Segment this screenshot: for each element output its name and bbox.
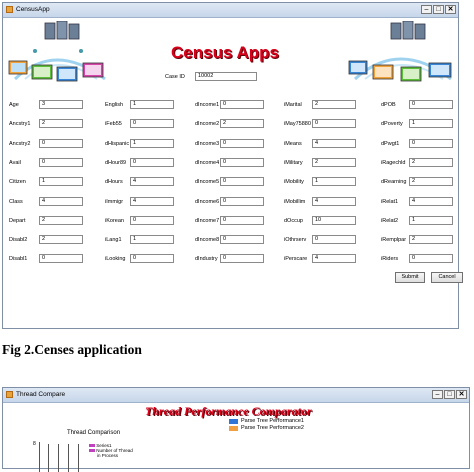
app-title: Census Apps [171, 43, 280, 62]
cancel-button[interactable]: Cancel [431, 272, 463, 283]
field-label: iMeans [284, 141, 302, 147]
field-label: Avail [9, 160, 21, 166]
field-input[interactable]: 0 [312, 235, 356, 244]
close-button[interactable]: ✕ [445, 5, 456, 14]
window-title-2: Thread Compare [16, 391, 66, 398]
field-input[interactable]: 4 [130, 177, 174, 186]
field-input[interactable]: 0 [220, 197, 264, 206]
field-input[interactable]: 0 [39, 158, 83, 167]
field-input[interactable]: 0 [130, 254, 174, 263]
field-input[interactable]: 0 [220, 158, 264, 167]
field-input[interactable]: 0 [409, 139, 453, 148]
legend-swatch [229, 426, 238, 431]
case-id-input[interactable]: 10002 [195, 72, 257, 81]
field-input[interactable]: 2 [39, 216, 83, 225]
field-label: dHispanic [105, 141, 130, 147]
field-label: iLooking [105, 256, 126, 262]
field-input[interactable]: 4 [130, 197, 174, 206]
field-label: iMobillim [284, 199, 306, 205]
field-label: iRelat2 [381, 218, 399, 224]
field-input[interactable]: 0 [39, 254, 83, 263]
field-input[interactable]: 4 [312, 139, 356, 148]
field-label: iImmigr [105, 199, 124, 205]
field-label: iRemplpar [381, 237, 407, 243]
field-input[interactable]: 0 [220, 235, 264, 244]
field-input[interactable]: 3 [39, 100, 83, 109]
close-button-2[interactable]: ✕ [456, 390, 467, 399]
gridline [58, 444, 59, 472]
legend-entry [89, 453, 133, 458]
window-title: CensusApp [16, 6, 50, 13]
window-controls [421, 5, 456, 14]
gridline [78, 444, 79, 472]
field-input[interactable]: 1 [39, 177, 83, 186]
field-input[interactable]: 0 [130, 216, 174, 225]
title-bar-2 [3, 388, 469, 403]
field-label: Ancstry2 [9, 141, 31, 147]
field-label: dRearning [381, 179, 407, 185]
field-label: dIncome2 [195, 121, 220, 127]
chart-title: Thread Comparison [67, 430, 121, 436]
field-input[interactable]: 0 [220, 139, 264, 148]
field-label: iLang1 [105, 237, 122, 243]
field-label: dIncome4 [195, 160, 220, 166]
field-input[interactable]: 4 [312, 197, 356, 206]
field-label: Ancstry1 [9, 121, 31, 127]
maximize-button-2[interactable]: □ [444, 390, 455, 399]
legend-label: Parse Tree Performance1 [241, 418, 304, 424]
legend-swatch [89, 449, 95, 452]
field-label: Disabl2 [9, 237, 28, 243]
field-input[interactable]: 2 [39, 119, 83, 128]
field-label: dPOB [381, 102, 396, 108]
field-input[interactable]: 2 [39, 235, 83, 244]
field-input[interactable]: 2 [312, 158, 356, 167]
field-label: dHours [105, 179, 123, 185]
field-input[interactable]: 4 [39, 197, 83, 206]
network-illustration-left-icon [5, 21, 111, 87]
field-input[interactable]: 0 [220, 216, 264, 225]
field-label: iPerscare [284, 256, 308, 262]
minimize-button[interactable]: – [421, 5, 432, 14]
field-label: iOthrserv [284, 237, 307, 243]
figure-caption: Fig 2.Censes application [2, 342, 142, 357]
field-input[interactable]: 4 [409, 197, 453, 206]
field-label: dIncome8 [195, 237, 220, 243]
field-label: iMilitary [284, 160, 303, 166]
field-input[interactable]: 0 [130, 119, 174, 128]
legend-swatch [229, 419, 238, 424]
field-input[interactable]: 1 [130, 235, 174, 244]
field-input[interactable]: 2 [409, 177, 453, 186]
census-app-window [2, 2, 459, 329]
field-input[interactable]: 0 [409, 254, 453, 263]
field-label: Age [9, 102, 19, 108]
network-illustration-right-icon [347, 21, 457, 87]
maximize-button[interactable]: □ [433, 5, 444, 14]
field-label: Class [9, 199, 23, 205]
field-input[interactable]: 0 [409, 100, 453, 109]
gridline [48, 444, 49, 472]
field-label: Citizen [9, 179, 26, 185]
field-input[interactable]: 0 [312, 119, 356, 128]
field-input[interactable]: 0 [220, 177, 264, 186]
window-controls-2 [432, 390, 467, 399]
field-input[interactable]: 0 [220, 254, 264, 263]
field-input[interactable]: 0 [39, 139, 83, 148]
field-label: iKorean [105, 218, 124, 224]
chart-legend [89, 443, 133, 458]
field-input[interactable]: 2 [409, 158, 453, 167]
field-label: English [105, 102, 124, 108]
field-label: dIncome7 [195, 218, 220, 224]
field-label: Disabl1 [9, 256, 28, 262]
y-tick-label: 8 [33, 441, 36, 447]
gridline [68, 444, 69, 472]
legend-label: Series1 [96, 443, 112, 448]
legend-label: in Process [97, 453, 119, 458]
minimize-button-2[interactable]: – [432, 390, 443, 399]
field-input[interactable]: 1 [409, 119, 453, 128]
field-label: dPwgt1 [381, 141, 400, 147]
field-label: iMobility [284, 179, 304, 185]
field-input[interactable]: 1 [130, 100, 174, 109]
field-label: dIncome3 [195, 141, 220, 147]
field-label: Depart [9, 218, 26, 224]
field-label: iFeb55 [105, 121, 122, 127]
legend-label: Number of Thread [96, 448, 133, 453]
app-icon [6, 6, 13, 13]
field-input[interactable]: 10 [312, 216, 356, 225]
field-input[interactable]: 0 [220, 100, 264, 109]
case-id-label: Case ID [165, 74, 185, 80]
thread-app-title: Thread Performance Comparator [145, 404, 312, 418]
field-label: dHour89 [105, 160, 127, 166]
field-input[interactable]: 0 [130, 158, 174, 167]
field-label: iMay75880 [284, 121, 311, 127]
legend-swatch [89, 444, 95, 447]
legend-label: Parse Tree Performance2 [241, 425, 304, 431]
field-input[interactable]: 1 [130, 139, 174, 148]
field-label: iRiders [381, 256, 399, 262]
field-label: dIncome6 [195, 199, 220, 205]
field-label: iRagechld [381, 160, 406, 166]
field-input[interactable]: 2 [409, 235, 453, 244]
field-label: dIncome5 [195, 179, 220, 185]
submit-button[interactable]: Submit [395, 272, 425, 283]
field-input[interactable]: 1 [312, 177, 356, 186]
field-label: iMarital [284, 102, 302, 108]
field-label: dIndustry [195, 256, 218, 262]
field-label: dPoverty [381, 121, 403, 127]
field-label: iRelat1 [381, 199, 399, 205]
field-input[interactable]: 1 [409, 216, 453, 225]
app-icon-2 [6, 391, 13, 398]
chart-plot-area [39, 442, 84, 472]
thread-compare-window [2, 387, 470, 469]
field-input[interactable]: 4 [312, 254, 356, 263]
field-label: dIncome1 [195, 102, 220, 108]
field-label: dOccup [284, 218, 303, 224]
field-input[interactable]: 2 [220, 119, 264, 128]
field-input[interactable]: 2 [312, 100, 356, 109]
title-bar [3, 3, 458, 18]
